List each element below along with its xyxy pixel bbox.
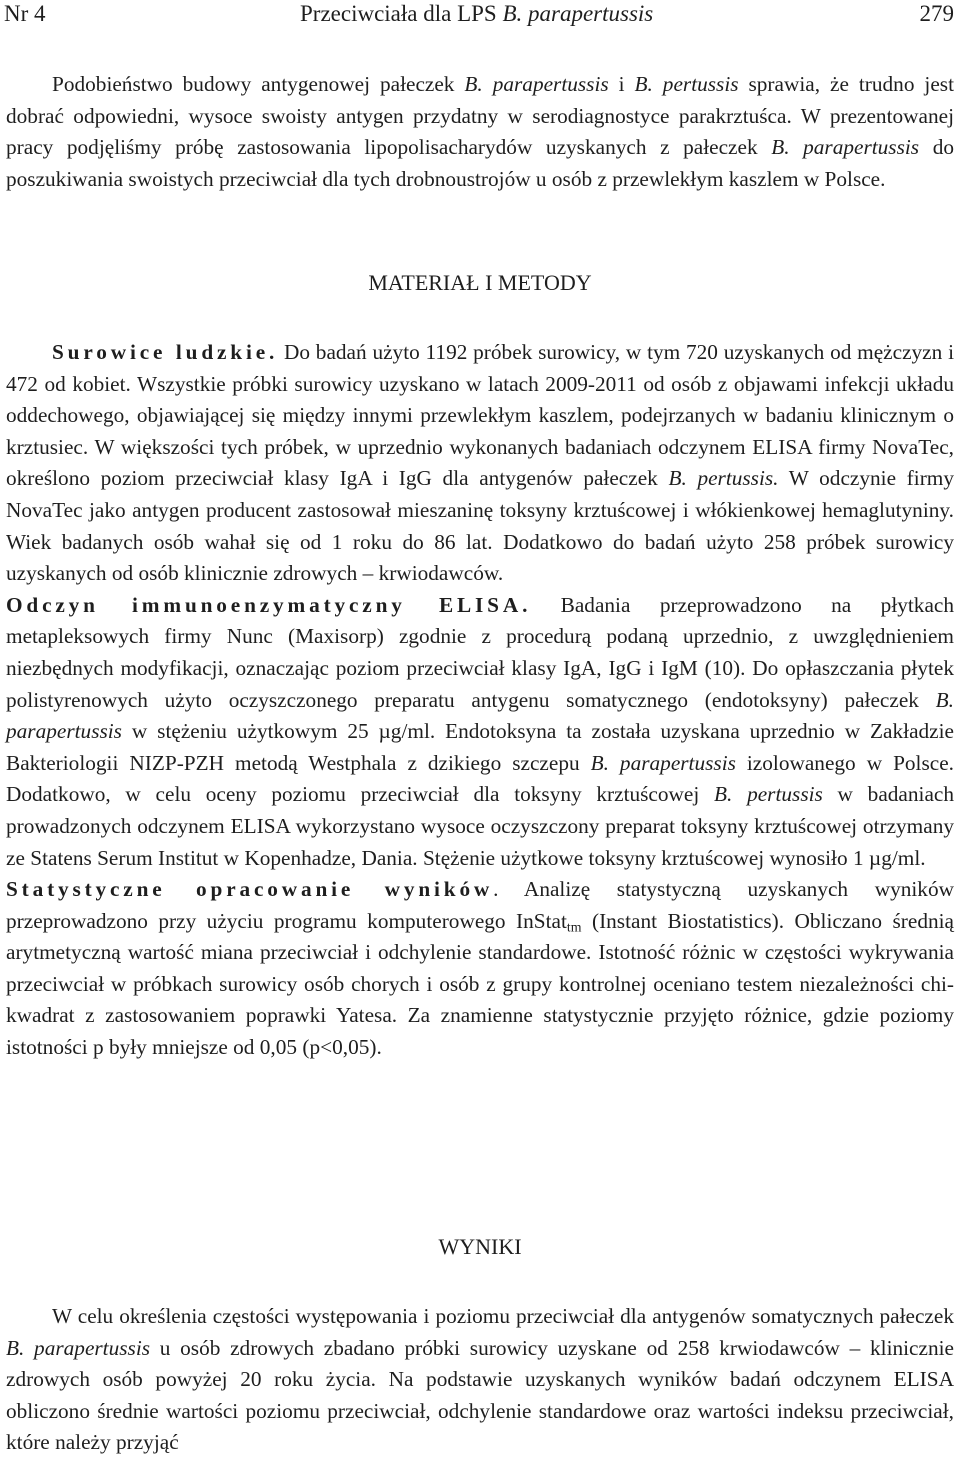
subsection-label-serum: Surowice ludzkie. (52, 340, 279, 364)
species-name: B. parapertussis (590, 750, 736, 775)
methods-text: Badania przeprowadzono na płytkach metapleksowych firmy Nunc (Maxisorp) zgodnie z procedurą podaną uprzednio, z uwzględnieniem niezbędnych modyfikacji, oznaczając poziom przeciwciał klasy IgA, IgG i IgM (10). Do opłaszczania płytek polistyrenowych użyto oczyszczonego preparatu antygenu somatycznego (endotoksyny) pałeczek (6, 592, 954, 712)
journal-issue: Nr 4 (4, 1, 46, 26)
methods-text: w stężeniu użytkowym 25 µg/ml. Endotoksyna ta została uzyskana uprzednio w Zakładzie Bakteriologii NIZP-PZH metodą Westphala z dzikiego szczepu (6, 719, 954, 775)
methods-text: W odczynie firmy NovaTec jako antygen producent zastosował mieszaninę toksyny krztuścowej i włókienkowej hemaglutyniny. Wiek badanych osób wahał się od 1 roku do 86 lat. Dodatkowo do badań użyto 258 próbek surowicy uzyskanych od osób klinicznie zdrowych – krwiodawców. (6, 466, 955, 586)
results-text: W celu określenia częstości występowania i poziomu przeciwciał dla antygenów somatycznych pałeczek (52, 1304, 954, 1328)
species-name: B. parapertussis (6, 687, 954, 744)
species-name: B. pertussis. (668, 466, 779, 491)
section-heading-results: WYNIKI (438, 1234, 522, 1259)
species-name: B. pertussis (714, 782, 823, 807)
trademark-subscript: tm (566, 919, 582, 935)
results-paragraph (6, 1301, 954, 1459)
methods-text: Do badań użyto 1192 próbek surowicy, w tym 720 uzyskanych od mężczyzn i 472 od kobiet. Wszystkie próbki surowicy uzyskano w latach 2009-2011 od osób z objawami infekcji układu oddechowego, objawiającej się między innymi przewlekłym kaszlem, podejrzanych w badaniu klinicznym o krztusiec. W większości tych próbek, w uprzednio wykonanych badaniach odczynem ELISA firmy NovaTec, określono poziom przeciwciał klasy IgA i IgG dla antygenów pałeczek (6, 340, 954, 491)
intro-text: sprawia, że trudno jest dobrać odpowiedni, wysoce swoisty antygen przydatny w serodiagnostyce parakrztuśca. W prezentowanej pracy podjęliśmy próbę zastosowania lipopolisacharydów uzyskanych z pałeczek (6, 72, 954, 160)
methods-text: (Instant Biostatistics). Obliczano średnią arytmetyczną wartość miana przeciwciał i odchylenie standardowe. Istotność różnic w częstości wykrywania przeciwciał w próbkach surowicy osób chorych i osób z grupy kontrolnej oceniano testem niezależności chi-kwadrat z zastosowaniem poprawki Yatesa. Za znamienne statystycznie przyjęto różnice, gdzie poziomy istotności p były mniejsze od 0,05 (p<0,05). (6, 908, 954, 1060)
running-title (300, 0, 653, 28)
intro-text: i (608, 72, 635, 96)
section-heading-materials: MATERIAŁ I METODY (368, 270, 592, 295)
intro-paragraph (6, 69, 954, 195)
subsection-label-elisa: Odczyn immunoenzymatyczny ELISA. (6, 592, 532, 617)
running-title-species: B. parapertussis (502, 1, 654, 26)
species-name: B. parapertussis (771, 135, 920, 160)
methods-text: izolowanego w Polsce. Dodatkowo, w celu oceny poziomu przeciwciał dla toksyny krztuścowej (6, 750, 954, 807)
methods-text: . Analizę statystyczną uzyskanych wyników przeprowadzono przy użyciu programu komputerowego InStat (6, 877, 954, 933)
intro-text: Podobieństwo budowy antygenowej pałeczek (52, 72, 465, 96)
page-number: 279 (919, 1, 954, 26)
species-name: B. parapertussis (6, 1335, 151, 1360)
results-text: u osób zdrowych zbadano próbki surowicy uzyskane od 258 krwiodawców – klinicznie zdrowych osób powyżej 20 roku życia. Na podstawie uzyskanych wyników badań odczynem ELISA obliczono średnie wartości poziomu przeciwciał, odchylenie standardowe oraz wartości indeksu przeciwciał, które należy przyjąć (6, 1335, 954, 1455)
intro-text: do poszukiwania swoistych przeciwciał dla tych drobnoustrojów u osób z przewlekłym kaszlem w Polsce. (6, 135, 954, 191)
running-title-text: Przeciwciała dla LPS (300, 1, 503, 26)
methods-paragraph (6, 337, 954, 1064)
species-name: B. pertussis (634, 72, 739, 96)
species-name: B. parapertussis (464, 72, 609, 96)
methods-text: w badaniach prowadzonych odczynem ELISA wykorzystano wysoce oczyszczony preparat toksyny krztuścowej otrzymany ze Statens Serum Institut w Kopenhadze, Dania. Stężenie użytkowe toksyny krztuścowej wynosiło 1 µg/ml. (6, 782, 954, 870)
subsection-label-statistics: Statystyczne opracowanie wyników (6, 877, 494, 902)
